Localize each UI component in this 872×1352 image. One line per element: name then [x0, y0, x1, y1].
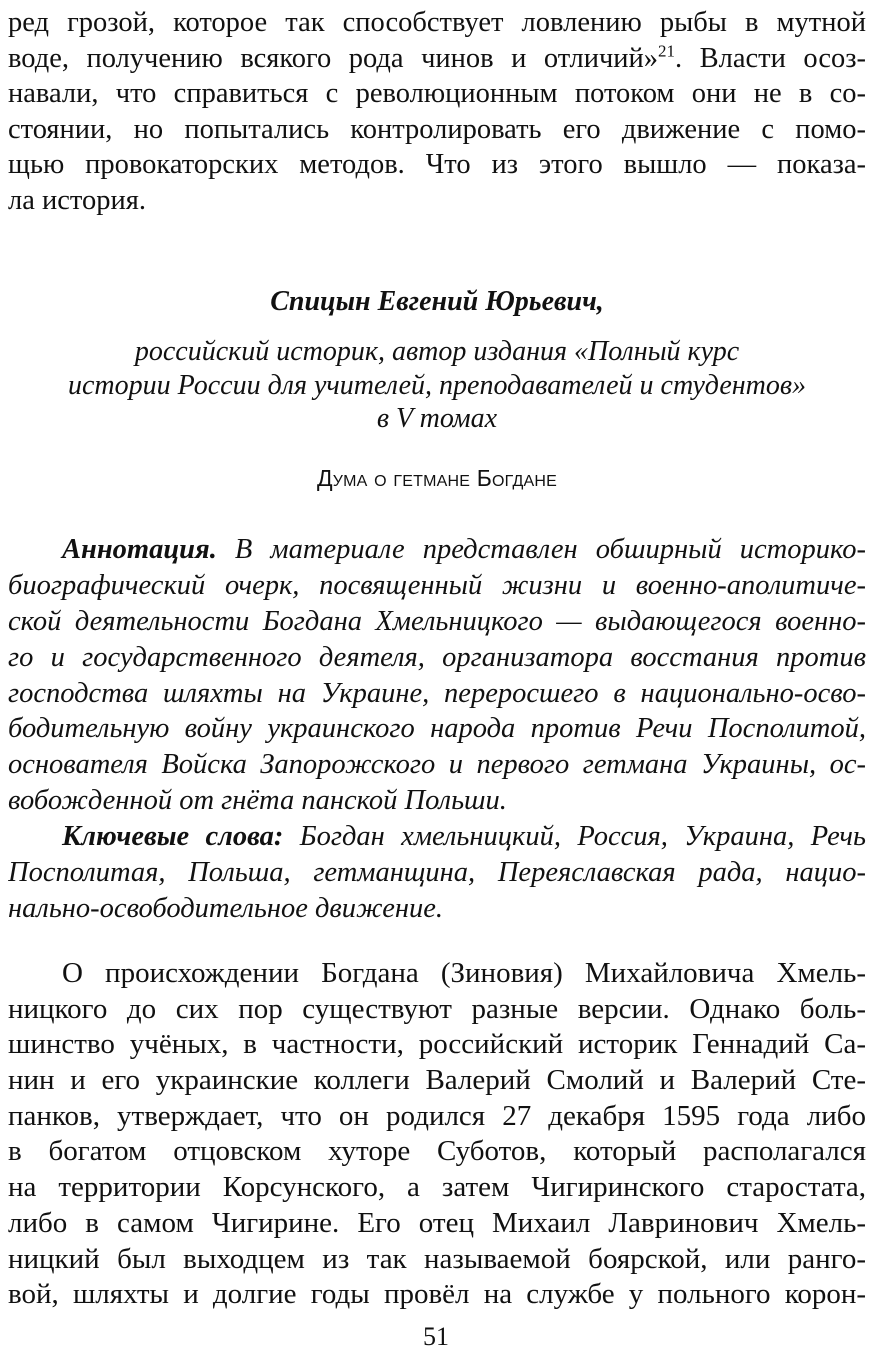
text-line	[8, 532, 866, 568]
text-line: ницкого до сих пор существуют разные версии. Однако боль-	[8, 992, 866, 1025]
footnote-reference[interactable]: 21	[658, 41, 676, 61]
text-line: панков, утверждает, что он родился 27 декабря 1595 года либо	[8, 1099, 866, 1132]
text-line: вобожденной от гнёта панской Польши.	[8, 785, 507, 817]
text-line: О происхождении Богдана (Зиновия) Михайловича Хмель-	[62, 957, 866, 989]
body-paragraph	[8, 956, 866, 1313]
text-line	[8, 41, 866, 77]
text-segment: воде, получению всякого рода чинов и отличий»	[8, 42, 659, 74]
text-line: нально-освободительное движение.	[8, 892, 444, 924]
text-line: на территории Корсунского, а затем Чигиринского старостата,	[8, 1171, 866, 1204]
text-line: господства шляхты на Украине, переросшего в национально-осво-	[8, 677, 866, 709]
annotation-block	[8, 532, 866, 927]
text-line: бодительную войну украинского народа против Речи Посполитой,	[8, 713, 866, 745]
text-line: ской деятельности Богдана Хмельницкого — выдающегося военно-	[8, 605, 866, 637]
text-line: ла история.	[8, 184, 146, 216]
keywords-label: Ключевые слова:	[62, 821, 284, 853]
text-line: вой, шляхты и долгие годы провёл на службе у польного корон-	[8, 1278, 866, 1311]
text-line: ницкий был выходцем из так называемой боярской, или ранго-	[8, 1242, 866, 1275]
text-segment: В материале представлен обширный историко-	[216, 534, 866, 565]
text-line: в богатом отцовском хуторе Суботов, который располагался	[8, 1135, 866, 1168]
text-line: биографический очерк, посвященный жизни и военно-аполитиче-	[8, 569, 866, 601]
text-line	[8, 819, 866, 855]
page-number: 51	[423, 1322, 449, 1351]
author-description	[8, 335, 866, 436]
book-page	[8, 0, 866, 1311]
text-line: щью провокаторских методов. Что из этого вышло — показа-	[8, 149, 866, 181]
text-line: Посполитая, Польша, гетманщина, Переяславская рада, нацио-	[8, 857, 866, 889]
author-description-line: российский историк, автор издания «Полный курс	[134, 336, 740, 367]
author-description-line: в V томах	[376, 403, 498, 434]
text-line: стоянии, но попытались контролировать его движение с помо-	[8, 113, 866, 145]
lead-paragraph	[8, 5, 866, 219]
text-segment: Богдан хмельницкий, Россия, Украина, Речь	[283, 821, 866, 853]
text-segment: . Власти осоз-	[675, 42, 866, 74]
annotation-label: Аннотация.	[62, 534, 217, 565]
author-name: Спицын Евгений Юрьевич,	[270, 286, 604, 317]
text-line: либо в самом Чигирине. Его отец Михаил Лавринович Хмель-	[8, 1206, 866, 1239]
text-line: основателя Войска Запорожского и первого гетмана Украины, ос-	[8, 749, 866, 781]
author-description-line: истории России для учителей, преподавателей и студентов»	[67, 369, 807, 401]
text-line: шинство учёных, в частности, российский историк Геннадий Са-	[8, 1028, 866, 1061]
text-line: го и государственного деятеля, организатора восстания против	[8, 641, 866, 673]
author-block	[8, 285, 866, 436]
text-line: нин и его украинские коллеги Валерий Смолий и Валерий Сте-	[8, 1064, 866, 1097]
text-line: ред грозой, которое так способствует ловлению рыбы в мутной	[8, 7, 866, 38]
text-line: навали, что справиться с революционным потоком они не в со-	[8, 78, 866, 110]
article-title: Дума о гетмане Богдане	[317, 465, 557, 491]
